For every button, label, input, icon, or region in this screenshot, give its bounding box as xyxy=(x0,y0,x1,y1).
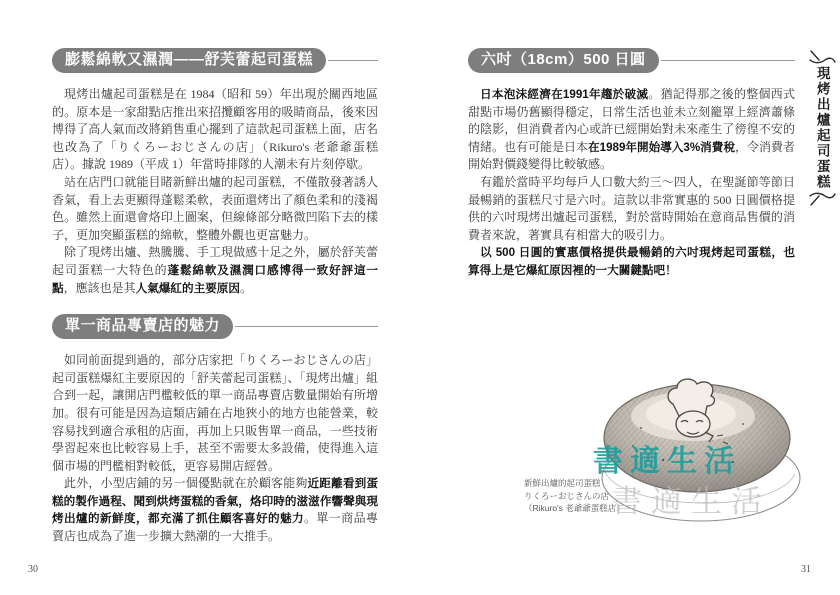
watermark-teal: 書適生活 xyxy=(593,445,741,478)
caption-line: 新鮮出爐的起司蛋糕 xyxy=(524,478,601,488)
section-title-pill: 膨鬆綿軟又濕潤——舒芙蕾起司蛋糕 xyxy=(52,48,326,73)
paragraph: 站在店門口就能目睹新鮮出爐的起司蛋糕，不僅散發著誘人香氣，看上去更顯得蓬鬆柔軟，表面還烤出了顏色柔和的淺褐色。雖然上面還會烙印上圖案，但線條部分略微凹陷下去的樣子，更加突顯蛋糕的綿軟，整體外觀也更富魅力。 xyxy=(52,174,378,242)
header-rule-line xyxy=(328,60,378,61)
header-rule-line xyxy=(661,60,795,61)
watermark-gray: 書適生活 xyxy=(611,484,771,519)
tab-flourish-bottom-icon xyxy=(808,191,836,207)
paragraph: 日本泡沫經濟在1991年趨於破滅。猶記得那之後的整個西式甜點市場仍舊顯得穩定，日常生活也並未立刻籠罩上經濟蕭條的陰影，但消費者內心或許已經開始對未來產生了徬徨不安的情緒。也有可能是日本在1989年開始導入3%消費稅，令消費者開始對價錢變得比較敏感。 xyxy=(468,87,795,172)
caption-line: りくろーおじさんの店 xyxy=(524,490,610,501)
caption-line: （Rikuro's 老爺爺蛋糕店） xyxy=(524,503,625,513)
paragraph: 如同前面提到過的，部分店家把「りくろーおじさんの店」起司蛋糕爆紅主要原因的「舒芙蕾起司蛋糕」、「現烤出爐」組合到一起，讓開店門檻較低的單一商品專賣店數量開始有所增加。很有可能是因為這類店鋪在占地狹小的地方也能營業，較容易找到適合承租的店面，再加上只販售單一商品，一些技術學習起來也比較容易上手，甚至不需要太多設備，使得進入這個市場的門檻相對較低，更容易開店經營。 xyxy=(52,353,378,473)
left-page-body-section2 xyxy=(52,352,378,546)
section-header-price xyxy=(468,48,795,73)
section-header-souffle xyxy=(52,48,378,73)
page-number-left: 30 xyxy=(28,564,38,575)
paragraph: 有鑑於當時平均每戶人口數大約三～四人，在聖誕節等節日最暢銷的蛋糕尺寸是六吋。這款以非常實惠的 500 日圓價格提供的六吋現烤出爐起司蛋糕，對於當時開始在意商品售價的消費者來說，著實具有相當大的吸引力。 xyxy=(468,174,795,242)
paragraph: 除了現烤出爐、熱騰騰、手工現做感十足之外，屬於舒芙蕾起司蛋糕一大特色的蓬鬆綿軟及濕潤口感博得一致好評這一點，應該也是其人氣爆紅的主要原因。 xyxy=(52,245,378,295)
section-title-pill: 單一商品專賣店的魅力 xyxy=(52,314,233,339)
right-page xyxy=(468,48,795,280)
tab-flourish-top-icon xyxy=(808,49,836,65)
section-header-specialty-shop xyxy=(52,314,378,339)
paragraph: 此外，小型店鋪的另一個優點就在於顧客能夠近距離看到蛋糕的製作過程、聞到烘烤蛋糕的香氣，烙印時的滋滋作響聲與現烤出爐的新鮮度，都充滿了抓住顧客喜好的魅力。單一商品專賣店也成為了進一步擴大熱潮的一大推手。 xyxy=(52,476,378,544)
chapter-side-tab xyxy=(806,48,838,223)
paragraph: 現烤出爐起司蛋糕是在 1984（昭和 59）年出現於關西地區的。原本是一家甜點店推出來招攬顧客用的吸睛商品，後來因博得了高人氣而改將銷售重心擺到了這款起司蛋糕上面，店名也改為了「りくろーおじさんの店」（Rikuro's 老爺爺蛋糕店）。據說 1989（平成 1）年當時排隊的人潮未有片刻停歇。 xyxy=(52,87,378,172)
paragraph: 以 500 日圓的實惠價格提供最暢銷的六吋現烤起司蛋糕，也算得上是它爆紅原因裡的一大關鍵點吧！ xyxy=(468,246,795,277)
header-rule-line xyxy=(235,326,378,327)
chapter-tab-label: 現烤出爐起司蛋糕 xyxy=(814,66,830,190)
right-page-body xyxy=(468,86,795,280)
left-page-body-section1 xyxy=(52,86,378,297)
left-page xyxy=(52,48,378,546)
section-title-pill: 六吋（18cm）500 日圓 xyxy=(468,48,659,73)
page-number-right: 31 xyxy=(801,564,811,575)
left-page-section2 xyxy=(52,314,378,546)
